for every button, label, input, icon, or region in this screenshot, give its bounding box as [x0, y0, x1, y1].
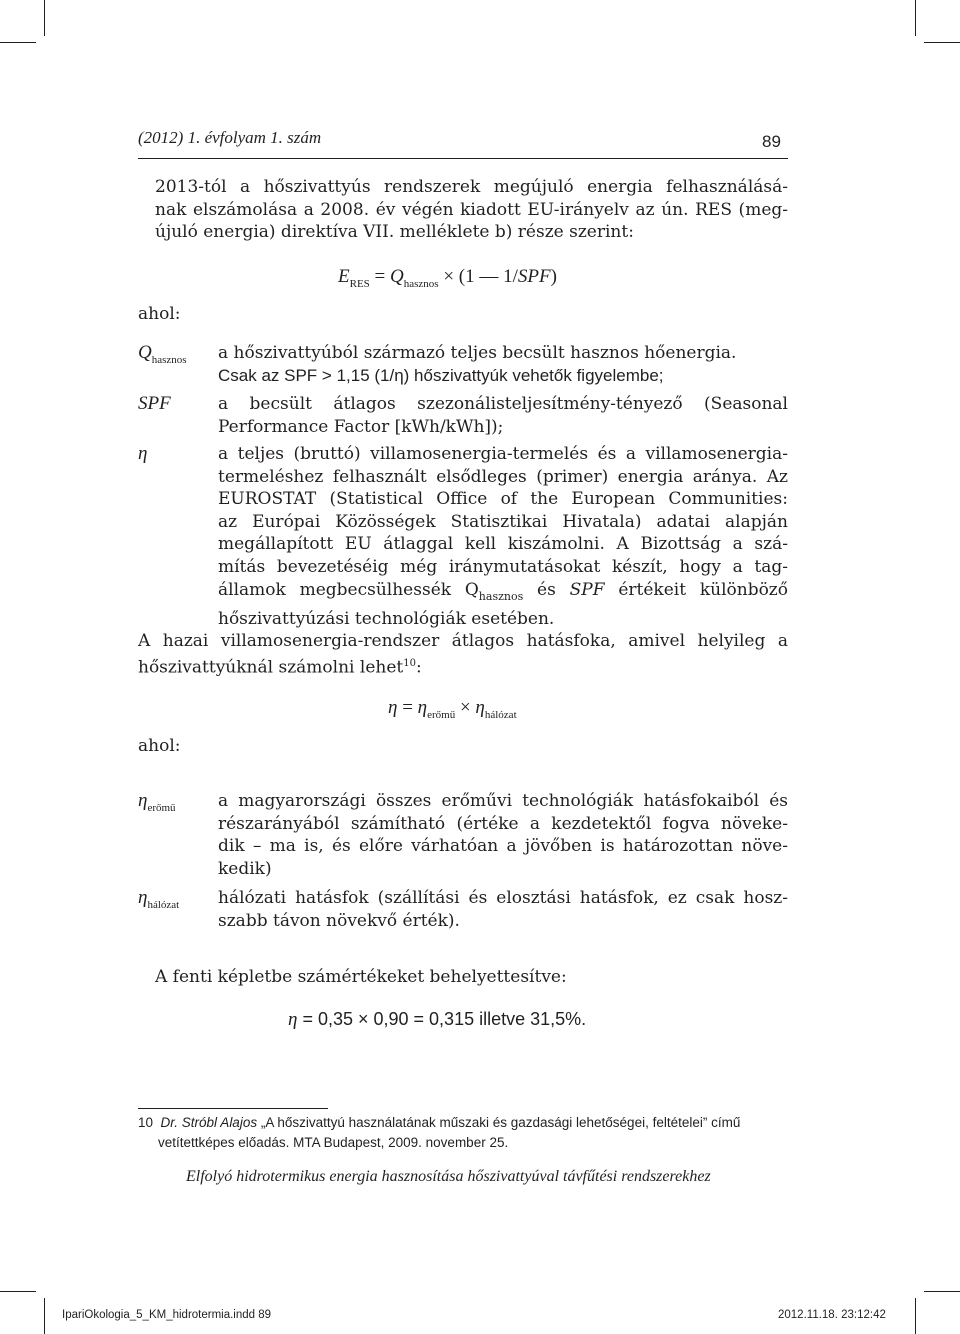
formula-eta: $\eta = \eta_{erőmű} \times \eta_{hálózat}$	[388, 697, 517, 721]
hazai-paragraph: A hazai villamosenergia-rendszer átlagos hatásfoka, amivel helyileg a hőszivattyúknál számolni lehet$^{10}$:	[138, 631, 788, 678]
def-eta-text: a teljes (bruttó) villamosenergia-termelés és a villamosenergia- termeléshez felhasznált elsődleges (primer) energia aránya. Az EUROSTAT (Statistical Office of the European Communities: az Európai Közösségek Statisztikai Hivatala) adatai alapján megállapított EU átlaggal kell kiszámolni. A Bizottság a szá- mítás bevezetéséig még iránymutatásokat készít, hogy a tag- államok megbecsülhessék $Q_{hasznos}$ és SPF értékeit különböző hőszivattyúzási technológiák esetében.	[218, 444, 788, 630]
intro-line: újuló energia) direktíva VII. melléklete b) része szerint:	[155, 222, 634, 243]
def-eromu-text: a magyarországi összes erőművi technológiák hatásfokaiból és részarányából számítható (értéke a kezdetektől fogva növeke- dik – ma is, és előre várhatóan a jövőben is határozottan növe- kedik)	[218, 791, 788, 879]
symbol-e: E	[338, 266, 350, 287]
subscript-hasznos: hasznos	[403, 278, 439, 290]
crop-mark	[0, 1291, 36, 1292]
running-footer: Elfolyó hidrotermikus energia hasznosítása hőszivattyúval távfűtési rendszerekhez	[186, 1168, 711, 1185]
footnote-author: Dr. Stróbl Alajos	[160, 1115, 258, 1130]
subscript-res: RES	[349, 278, 370, 290]
def-symbol-eta: η	[138, 443, 148, 464]
formula-part: )	[550, 266, 557, 287]
crop-mark	[44, 1298, 45, 1334]
footnote-rule	[138, 1108, 328, 1109]
def-eta-line7: államok megbecsülhessék $Q_{hasznos}$ és SPF értékeit különböző	[218, 579, 788, 603]
ahol-label: ahol:	[138, 304, 181, 324]
intro-line: 2013-tól a hőszivattyús rendszerek megújuló energia felhasználásá-	[155, 177, 788, 197]
header-rule	[138, 158, 788, 159]
formula-result: η = 0,35 × 0,90 = 0,315 illetve 31,5%.	[288, 1009, 587, 1030]
slug-date: 2012.11.18. 23:12:42	[778, 1309, 886, 1321]
symbol-spf: SPF	[517, 266, 551, 287]
subscript: hasznos	[151, 354, 187, 366]
def-spf-text: a becsült átlagos szezonálisteljesítmény-tényező (Seasonal Performance Factor [kWh/kWh]);	[218, 394, 788, 437]
page-number: 89	[762, 132, 781, 151]
footnote-ref: 10	[403, 657, 416, 669]
crop-mark	[44, 0, 45, 36]
footnote-number: 10	[138, 1115, 154, 1130]
formula-eres	[338, 266, 557, 290]
crop-mark	[924, 1291, 960, 1292]
equals-sign: =	[374, 266, 386, 287]
def-symbol-q: $Q_{hasznos}$	[138, 342, 187, 366]
running-header: (2012) 1. évfolyam 1. szám	[138, 128, 322, 147]
def-q-text: a hőszivattyúból származó teljes becsült hasznos hőenergia. Csak az SPF > 1,15 (1/η) hőszivattyúk vehetők figyelembe;	[218, 343, 737, 385]
symbol-q: Q	[390, 266, 404, 287]
crop-mark	[915, 0, 916, 36]
substitution-text: A fenti képletbe számértékeket behelyettesítve:	[155, 967, 567, 987]
formula-part: (1 — 1/	[458, 266, 518, 287]
def-halozat-text: hálózati hatásfok (szállítási és elosztási hatásfok, ez csak hosz- szabb távon növekvő érték).	[218, 888, 788, 931]
times-sign: ×	[443, 266, 455, 287]
def-symbol-spf: SPF	[138, 393, 171, 414]
intro-paragraph	[155, 176, 788, 244]
def-symbol-eta-halozat: $\eta_{hálózat}$	[138, 887, 180, 911]
crop-mark	[924, 42, 960, 43]
ahol-label: ahol:	[138, 736, 181, 756]
footnote: 10 Dr. Stróbl Alajos „A hőszivattyú használatának műszaki és gazdasági lehetőségei, feltételei” című vetítettképes előadás. MTA Budapest, 2009. november 25.	[138, 1115, 741, 1150]
intro-line: nak elszámolása a 2008. év végén kiadott EU-irányelv az ún. RES (meg-	[155, 199, 788, 220]
def-symbol-eta-eromu: $\eta_{erőmű}$	[138, 790, 176, 814]
crop-mark	[915, 1298, 916, 1334]
crop-mark	[0, 42, 36, 43]
slug-file: IpariOkologia_5_KM_hidrotermia.indd 89	[62, 1309, 272, 1321]
